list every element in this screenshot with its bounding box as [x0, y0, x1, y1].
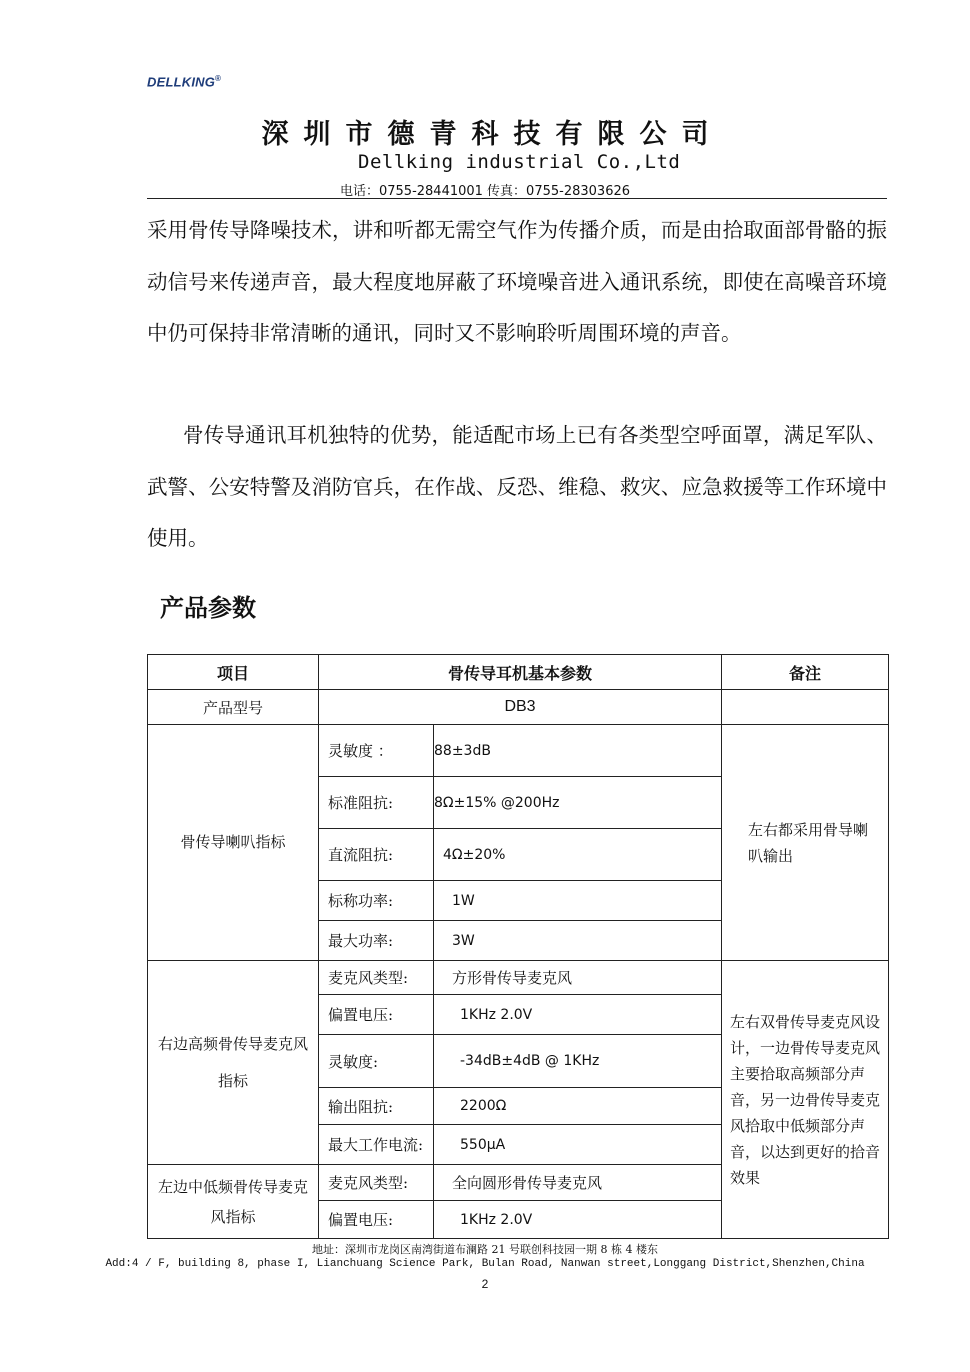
company-logo [147, 74, 221, 89]
param-value: 1W [434, 881, 722, 921]
table-row [148, 725, 889, 777]
spec-table [147, 654, 889, 1239]
param-label: 灵敏度 ： [319, 725, 434, 777]
table-header-row [148, 655, 889, 690]
param-value: 1KHz 2.0V [434, 995, 722, 1035]
param-label: 直流阻抗: [319, 829, 434, 881]
model-value: DB3 [319, 690, 722, 725]
company-name-en: Dellking industrial Co.,Ltd [358, 151, 681, 173]
address-en: Add:4 / F, building 8, phase I, Lianchuang Science Park, Bulan Road, Nanwan street,Longgang District,Shenzhen,China [105, 1258, 865, 1270]
logo-text: DELLKING [147, 74, 216, 90]
param-value: 8Ω±15% @200Hz [434, 777, 722, 829]
param-label: 麦克风类型: [319, 961, 434, 995]
company-name-cn: 深圳市德青科技有限公司 [261, 119, 724, 150]
param-value: 4Ω±20% [434, 829, 722, 881]
param-value: 方形骨传导麦克风 [434, 961, 722, 995]
model-label: 产品型号 [148, 690, 319, 725]
header-params: 骨传导耳机基本参数 [319, 655, 722, 690]
param-value: 1KHz 2.0V [434, 1201, 722, 1239]
mic-note: 左右双骨传导麦克风设计，一边骨传导麦克风主要拾取高频部分声音，另一边骨传导麦克风拾取中低频部分声音，以达到更好的拾音效果 [722, 961, 889, 1239]
param-value: 88±3dB [434, 725, 722, 777]
param-value: -34dB±4dB @ 1KHz [434, 1035, 722, 1088]
registered-mark: ® [215, 74, 222, 83]
model-note [722, 690, 889, 725]
param-label: 麦克风类型: [319, 1165, 434, 1201]
param-label: 灵敏度: [319, 1035, 434, 1088]
table-row [148, 690, 889, 725]
advantage-paragraph: 骨传导通讯耳机独特的优势，能适配市场上已有各类型空呼面罩，满足军队、武警、公安特警及消防官兵，在作战、反恐、维稳、救灾、应急救援等工作环境中使用。 [147, 423, 887, 550]
header-divider [147, 198, 887, 199]
speaker-note: 左右都采用骨导喇叭输出 [722, 725, 889, 961]
param-label: 最大功率: [319, 921, 434, 961]
param-label: 最大工作电流: [319, 1125, 434, 1165]
page-number: 2 [481, 1277, 489, 1291]
right-mic-group-label: 右边高频骨传导麦克风指标 [148, 961, 319, 1165]
intro-paragraph: 采用骨传导降噪技术，讲和听都无需空气作为传播介质，而是由拾取面部骨骼的振动信号来传递声音，最大程度地屏蔽了环境噪音进入通讯系统，即使在高噪音环境中仍可保持非常清晰的通讯，同时又不影响聆听周围环境的声音。 [147, 218, 887, 345]
param-value: 3W [434, 921, 722, 961]
address-cn: 地址：深圳市龙岗区南湾街道布澜路 21 号联创科技园一期 8 栋 4 楼东 [312, 1243, 658, 1256]
param-value: 550μA [434, 1125, 722, 1165]
param-label: 偏置电压: [319, 1201, 434, 1239]
param-label: 标准阻抗: [319, 777, 434, 829]
param-label: 偏置电压: [319, 995, 434, 1035]
param-label: 标称功率: [319, 881, 434, 921]
left-mic-group-label: 左边中低频骨传导麦克风指标 [148, 1165, 319, 1239]
contact-line: 电话：0755-28441001 传真：0755-28303626 [339, 184, 631, 199]
param-value: 全向圆形骨传导麦克风 [434, 1165, 722, 1201]
speaker-group-label: 骨传导喇叭指标 [148, 725, 319, 961]
table-row [148, 961, 889, 995]
section-title: 产品参数 [160, 594, 256, 622]
header-item: 项目 [148, 655, 319, 690]
param-label: 输出阻抗: [319, 1088, 434, 1125]
param-value: 2200Ω [434, 1088, 722, 1125]
header-note: 备注 [722, 655, 889, 690]
